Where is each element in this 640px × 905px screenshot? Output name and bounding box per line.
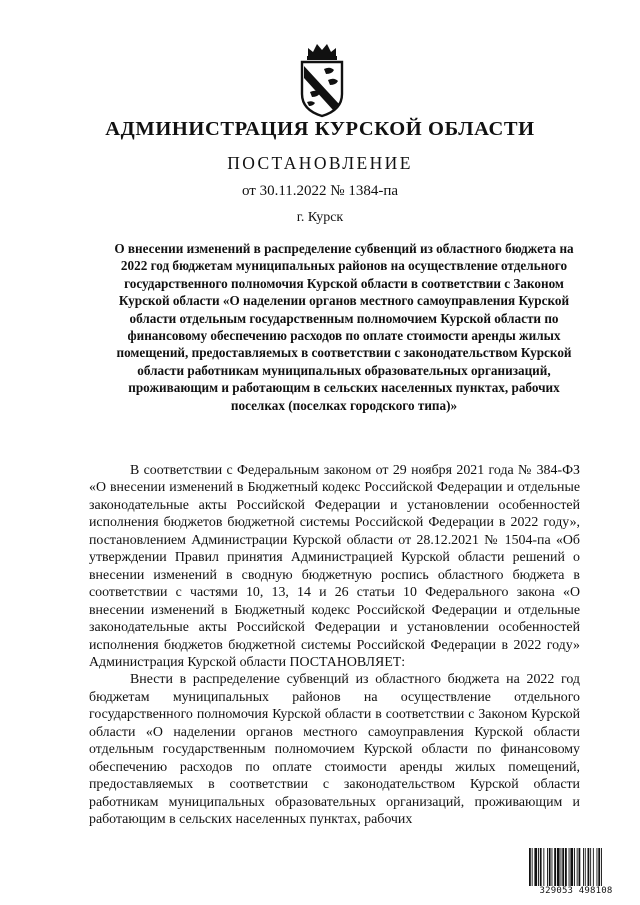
organization-title: АДМИНИСТРАЦИЯ КУРСКОЙ ОБЛАСТИ bbox=[105, 118, 535, 140]
kursk-coat-of-arms-icon bbox=[297, 42, 347, 118]
barcode-number: 329053 498108 bbox=[528, 886, 624, 896]
document-city: г. Курск bbox=[296, 210, 344, 225]
document-date-number: от 30.11.2022 № 1384-па bbox=[241, 183, 399, 199]
document-body bbox=[89, 462, 580, 829]
body-paragraph: Внести в распределение субвенций из областного бюджета на 2022 год бюджетам муниципальных районов на осуществление отдельного государственного полномочия Курской области в соответствии с Законом Курской области «О наделении органов местного самоуправления Курской области отдельным государственным полномочием Курской области по финансовому обеспечению расходов по оплате стоимости аренды жилых помещений, предоставляемых в соответствии с законодательством Курской области работникам муниципальных образовательных организаций, проживающим и работающим в сельских населенных пунктах, рабочих bbox=[89, 672, 580, 828]
document-type: ПОСТАНОВЛЕНИЕ bbox=[227, 153, 413, 173]
body-paragraph: В соответствии с Федеральным законом от 29 ноября 2021 года № 384-ФЗ «О внесении изменений в Бюджетный кодекс Российской Федерации и отдельные законодательные акты Российской Федерации и установлении особенностей исполнения бюджетов бюджетной системы Российской Федерации в 2022 году», постановлением Администрации Курской области от 28.12.2021 № 1504-па «Об утверждении Правил принятия Администрацией Курской области решений о внесении изменений в сводную бюджетную роспись областного бюджета в соответствии с частями 10, 13, 14 и 26 статьи 10 Федерального закона «О внесении изменений в Бюджетный кодекс Российской Федерации и отдельные законодательные акты Российской Федерации и установлении особенностей исполнения бюджетов бюджетной системы Российской Федерации в 2022 году» Администрация Курской области ПОСТАНОВЛЯЕТ: bbox=[89, 463, 580, 670]
document-subject: О внесении изменений в распределение субвенций из областного бюджета на 2022 год бюджетам муниципальных районов на осуществление отдельного государственного полномочия Курской области в соответствии с Законом Курской области «О наделении органов местного самоуправления Курской области отдельным государственным полномочием Курской области по финансовому обеспечению расходов по оплате стоимости аренды жилых помещений, предоставляемых в соответствии с законодательством Курской области работникам муниципальных образовательных организаций, проживающим и работающим в сельских населенных пунктах, рабочих поселках (поселках городского типа)» bbox=[114, 241, 574, 413]
